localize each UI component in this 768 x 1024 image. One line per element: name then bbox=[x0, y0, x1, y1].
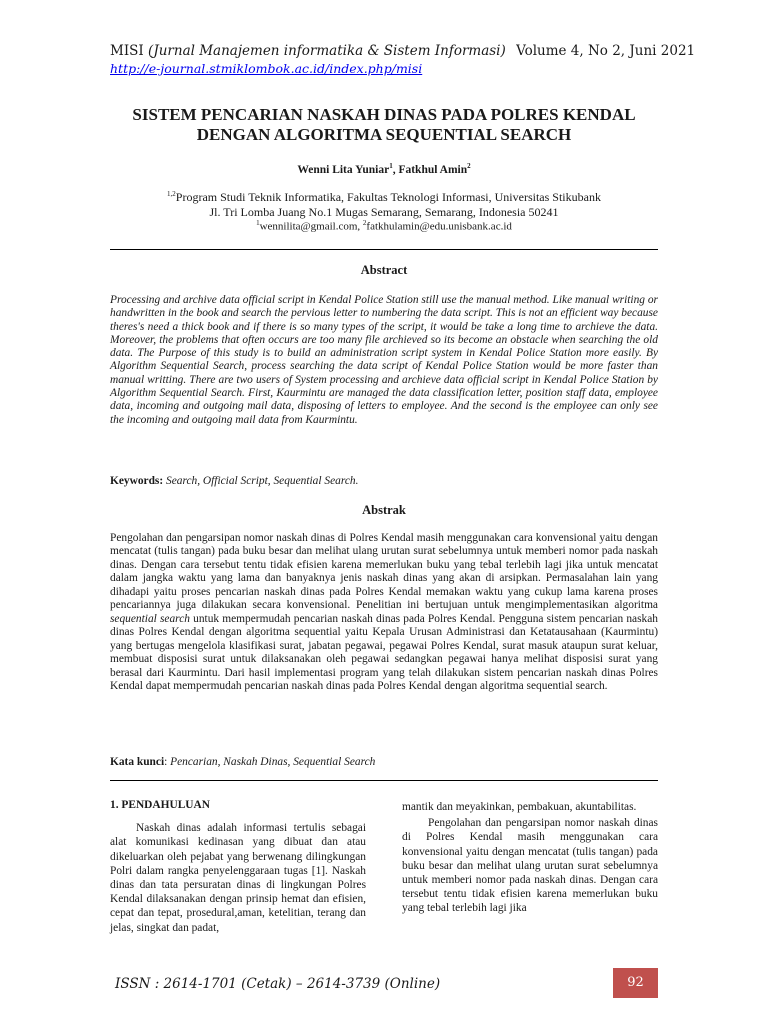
affiliation-line-1 bbox=[100, 190, 668, 205]
title-line-1: SISTEM PENCARIAN NASKAH DINAS PADA POLRES KENDAL bbox=[132, 105, 636, 124]
email-2-sup: 2 bbox=[362, 219, 367, 227]
journal-header bbox=[110, 43, 696, 59]
journal-url-link[interactable]: http://e-journal.stmiklombok.ac.id/index.php/misi bbox=[110, 61, 423, 76]
author-2-sup: 2 bbox=[467, 162, 471, 170]
author-separator: , bbox=[392, 163, 399, 176]
page-number-badge: 92 bbox=[613, 968, 658, 998]
section-1-heading: 1. PENDAHULUAN bbox=[110, 799, 210, 811]
abstrak-text-1: Pengolahan dan pengarsipan nomor naskah dinas di Polres Kendal masih menggunakan cara konvensional yaitu dengan mencatat (tulis tangan) pada buku besar dan melihat ulang urutan surat sebelumnya untuk memberi nomor pada naskah dinas. Dengan cara tersebut tentu tidak efisien karena memerlukan buku yang tebal terlebih lagi jika untuk mencatat dalam jangka waktu yang lama dan banyaknya jenis naskah dinas yang akan di arsipkan. Permasalahan lain yang dihadapi yaitu proses pencarian naskah dinas pada Polres Kendal memakan waktu yang cukup lama karena proses pencariannya juga dilakukan secara konvensional. Penelitian ini bertujuan untuk mengimplementasikan algoritma bbox=[110, 532, 658, 612]
author-emails bbox=[100, 219, 668, 233]
intro-paragraph-2: Pengolahan dan pengarsipan nomor naskah dinas di Polres Kendal masih menggunakan cara konvensional yaitu dengan mencatat (tulis tangan) pada buku besar dan melihat ulang urutan surat sebelumnya untuk memberi nomor pada naskah dinas. Dengan cara tersebut tentu tidak efisien karena memerlukan buku yang tebal terlebih lagi jika bbox=[402, 817, 658, 915]
keywords-line bbox=[110, 475, 658, 487]
abstrak-text-2: untuk mempermudah pencarian naskah dinas pada Polres Kendal. Pengguna sistem pencarian naskah dinas Polres Kendal dengan algoritma sequential yaitu Kepala Urusan Administrasi dan Ketatausahaan (Kaurmintu) yang bertugas mengelola klasifikasi surat, jabatan pegawai, pegawai Polres Kendal, surat masuk ataupun surat keluar, membuat disposisi surat untuk dilaksanakan oleh pegawai sedangkan pegawai hanya melihat disposisi surat yang berasal dari Kaurmintu. Dari hasil implementasi program yang telah dilakukan sistem pencarian naskah dinas Polres Kendal dapat mempermudah pencarian naskah dinas pada Polres Kendal dengan algoritma sequential search. bbox=[110, 612, 658, 692]
author-1: Wenni Lita Yuniar bbox=[297, 163, 390, 176]
column-left bbox=[110, 798, 366, 935]
abstrak-body bbox=[110, 532, 658, 693]
affiliation-sup: 1,2 bbox=[167, 190, 176, 198]
email-1: wennilita@gmail.com, bbox=[259, 220, 363, 233]
kata-kunci-separator: : bbox=[164, 756, 171, 768]
intro-paragraph-continued: mantik dan meyakinkan, pembakuan, akuntabilitas. bbox=[402, 801, 637, 813]
intro-paragraph-1: Naskah dinas adalah informasi tertulis sebagai alat komunikasi kedinasan yang dibuat dan atau dikeluarkan oleh pejabat yang berwenang dilingkungan Polri dalam rangka penyelenggaraan tugas [1]. Naskah dinas dan tata persuratan dinas di lingkungan Polres Kendal dilaksanakan dengan prinsip hemat dan efisien, cepat dan tepat, prosedural,aman, ketelitian, terang dan jelas, singkat dan padat, bbox=[110, 822, 366, 934]
divider-bottom bbox=[110, 780, 658, 781]
keywords-label: Keywords: bbox=[110, 475, 164, 487]
abstract-heading: Abstract bbox=[360, 263, 408, 277]
keywords-text: Search, Official Script, Sequential Search. bbox=[163, 475, 359, 487]
author-2: Fatkhul Amin bbox=[398, 163, 468, 176]
abstract-body: Processing and archive data official script in Kendal Police Station still use the manual method. Like manual writing or handwritten in the book and search the pervious letter to numbering the data script. This is not an efficient way because theres's need a thick book and if there is so many types of the script, it would be take a long time to archieve the data. Moreover, the problems that often occurs are too many file archieved so its become an obstacle when searching the old data. The Purpose of this study is to build an administration script system in Kendal Police Station more easily. By Algorithm Sequential Search, process searching the data script of Kendal Police Station would be more faster than manual writting. There are two users of System processing and archieve data official script in Kendal Police Station by Algorithm Sequential Search. First, Kaurmintu are managed the data classification letter, position staff data, employee data, incoming and outgoing mail data, disposing of letters to employee. And the second is the employee can only see the incoming and outgoing mail data from Kaurmintu. bbox=[110, 294, 658, 426]
author-1-sup: 1 bbox=[389, 162, 393, 170]
email-1-sup: 1 bbox=[256, 219, 260, 227]
kata-kunci-text: Pencarian, Naskah Dinas, Sequential Search bbox=[170, 756, 376, 768]
column-right bbox=[402, 800, 658, 916]
title-line-2: DENGAN ALGORITMA SEQUENTIAL SEARCH bbox=[196, 125, 572, 144]
journal-volume: Volume 4, No 2, Juni 2021 bbox=[516, 43, 696, 59]
affiliation-text-1: Program Studi Teknik Informatika, Fakultas Teknologi Informasi, Universitas Stikubank bbox=[175, 190, 601, 204]
kata-kunci-label: Kata kunci bbox=[110, 756, 165, 768]
kata-kunci-line bbox=[110, 756, 658, 768]
abstrak-italic-term: sequential search bbox=[110, 612, 190, 625]
journal-full-name: (Jurnal Manajemen informatika & Sistem Informasi) bbox=[148, 43, 506, 59]
divider-top bbox=[110, 249, 658, 250]
email-2: fatkhulamin@edu.unisbank.ac.id bbox=[366, 220, 512, 233]
affiliation-line-2: Jl. Tri Lomba Juang No.1 Mugas Semarang, Semarang, Indonesia 50241 bbox=[209, 205, 559, 219]
authors bbox=[100, 162, 668, 176]
footer-issn: ISSN : 2614-1701 (Cetak) – 2614-3739 (Online) bbox=[115, 976, 441, 992]
journal-short-name: MISI bbox=[110, 43, 144, 59]
abstrak-heading: Abstrak bbox=[362, 503, 406, 517]
paper-title bbox=[100, 105, 668, 145]
